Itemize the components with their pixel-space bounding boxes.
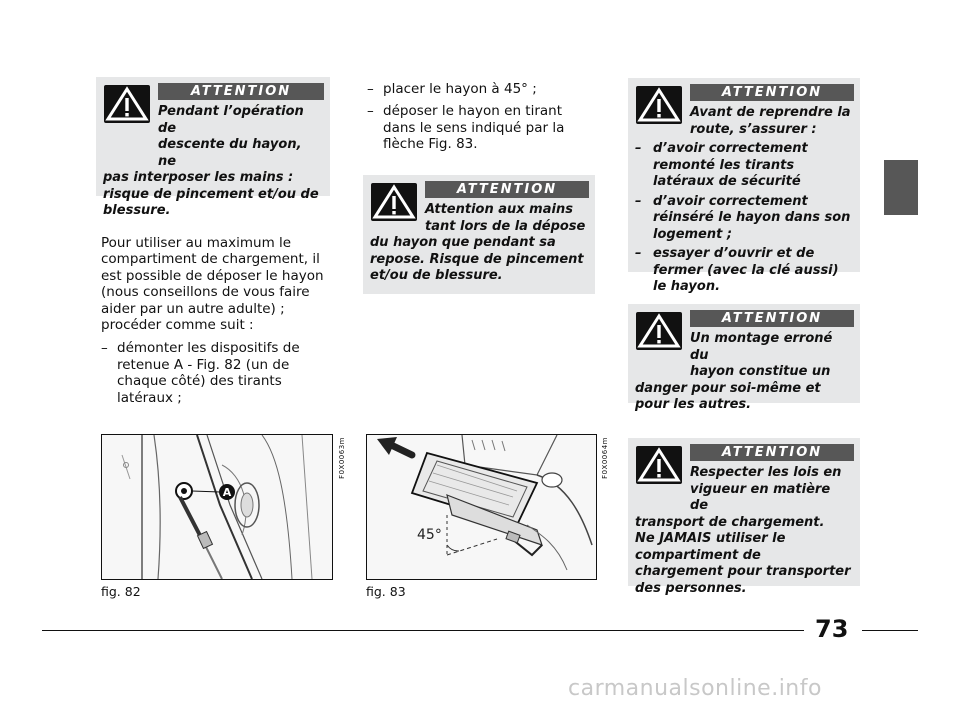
list-item: – déposer le hayon en tirant dans le sens indiqué par la flèche Fig. 83. (367, 103, 565, 153)
warning-text-line: route, s’assurer : (690, 121, 817, 137)
warning-text: du hayon que pendant sa repose. Risque de pincement et/ou de blessure. (370, 235, 584, 283)
callout-a-label: A (222, 486, 232, 499)
warning-text-line: hayon constitue un (690, 364, 831, 379)
warning-text-line: Attention aux mains (425, 202, 573, 217)
intro-paragraph: Pour utiliser au maximum le compartiment de chargement, il est possible de déposer le hayon (nous conseillons de vous faire aider par un autre adulte) ; procéder comme suit : (101, 235, 324, 334)
warning-box-hayon-descente (96, 77, 330, 218)
watermark-text: carmanualsonline.info (568, 676, 822, 701)
warning-box-mains-depose (363, 175, 595, 294)
list-item: – placer le hayon à 45° ; (367, 81, 537, 97)
list-item: – démonter les dispositifs de retenue A - Fig. 82 (un de chaque côté) des tirants latéraux ; (101, 340, 300, 406)
warning-text-line: Pendant l’opération de (158, 104, 304, 136)
warning-box-avant-route (628, 78, 860, 294)
figure-83-code: F0X0064m (601, 437, 609, 479)
warning-text-line: Avant de reprendre la (690, 105, 851, 120)
warning-box-montage (628, 304, 860, 412)
page-number: 73 (815, 615, 849, 643)
figure-83-caption: fig. 83 (366, 584, 406, 599)
warning-text-line: descente du hayon, ne (158, 137, 302, 169)
warning-text: pas interposer les mains : risque de pincement et/ou de blessure. (103, 170, 319, 218)
warning-box-lois (628, 438, 860, 596)
figure-82-illustration (102, 435, 332, 579)
chapter-tab (884, 160, 918, 215)
warning-list-item: – d’avoir correctement remonté les tirants latéraux de sécurité (635, 141, 808, 189)
warning-header: ATTENTION (425, 181, 589, 198)
warning-text-line: Respecter les lois en (690, 465, 842, 480)
figure-83-illustration (367, 435, 596, 579)
warning-header: ATTENTION (158, 83, 324, 100)
list-item-text: démonter les dispositifs de retenue A - Fig. 82 (un de chaque côté) des tirants latéraux ; (117, 340, 300, 406)
angle-label: 45° (417, 527, 442, 543)
steps-text-block (367, 81, 597, 153)
warning-text: transport de chargement. (635, 514, 825, 530)
warning-header: ATTENTION (690, 310, 854, 327)
warning-header: ATTENTION (690, 444, 854, 461)
warning-text-line: tant lors de la dépose (425, 218, 586, 234)
figure-82-retainer (101, 434, 333, 580)
footer-rule-left (42, 630, 804, 631)
footer-rule-right (862, 630, 918, 631)
warning-list-item: – d’avoir correctement réinséré le hayon dans son logement ; (635, 193, 851, 242)
list-item-text: placer le hayon à 45° ; (383, 81, 537, 97)
warning-text-line: vigueur en matière de (690, 481, 831, 513)
figure-82-caption: fig. 82 (101, 584, 141, 599)
figure-83-tailgate (366, 434, 597, 580)
list-item-text: déposer le hayon en tirant dans le sens indiqué par la flèche Fig. 83. (383, 103, 565, 153)
warning-list-item: – essayer d’ouvrir et de fermer (avec la clé aussi) le hayon. (635, 246, 839, 294)
warning-text: danger pour soi-même et pour les autres. (635, 380, 821, 412)
figure-82-code: F0X0063m (338, 437, 346, 479)
warning-header: ATTENTION (690, 84, 854, 101)
intro-text-block (101, 235, 329, 406)
warning-text-line: Un montage erroné du (690, 331, 833, 363)
warning-text: Ne JAMAIS utiliser le compartiment de chargement pour transporter des personnes. (635, 531, 851, 596)
